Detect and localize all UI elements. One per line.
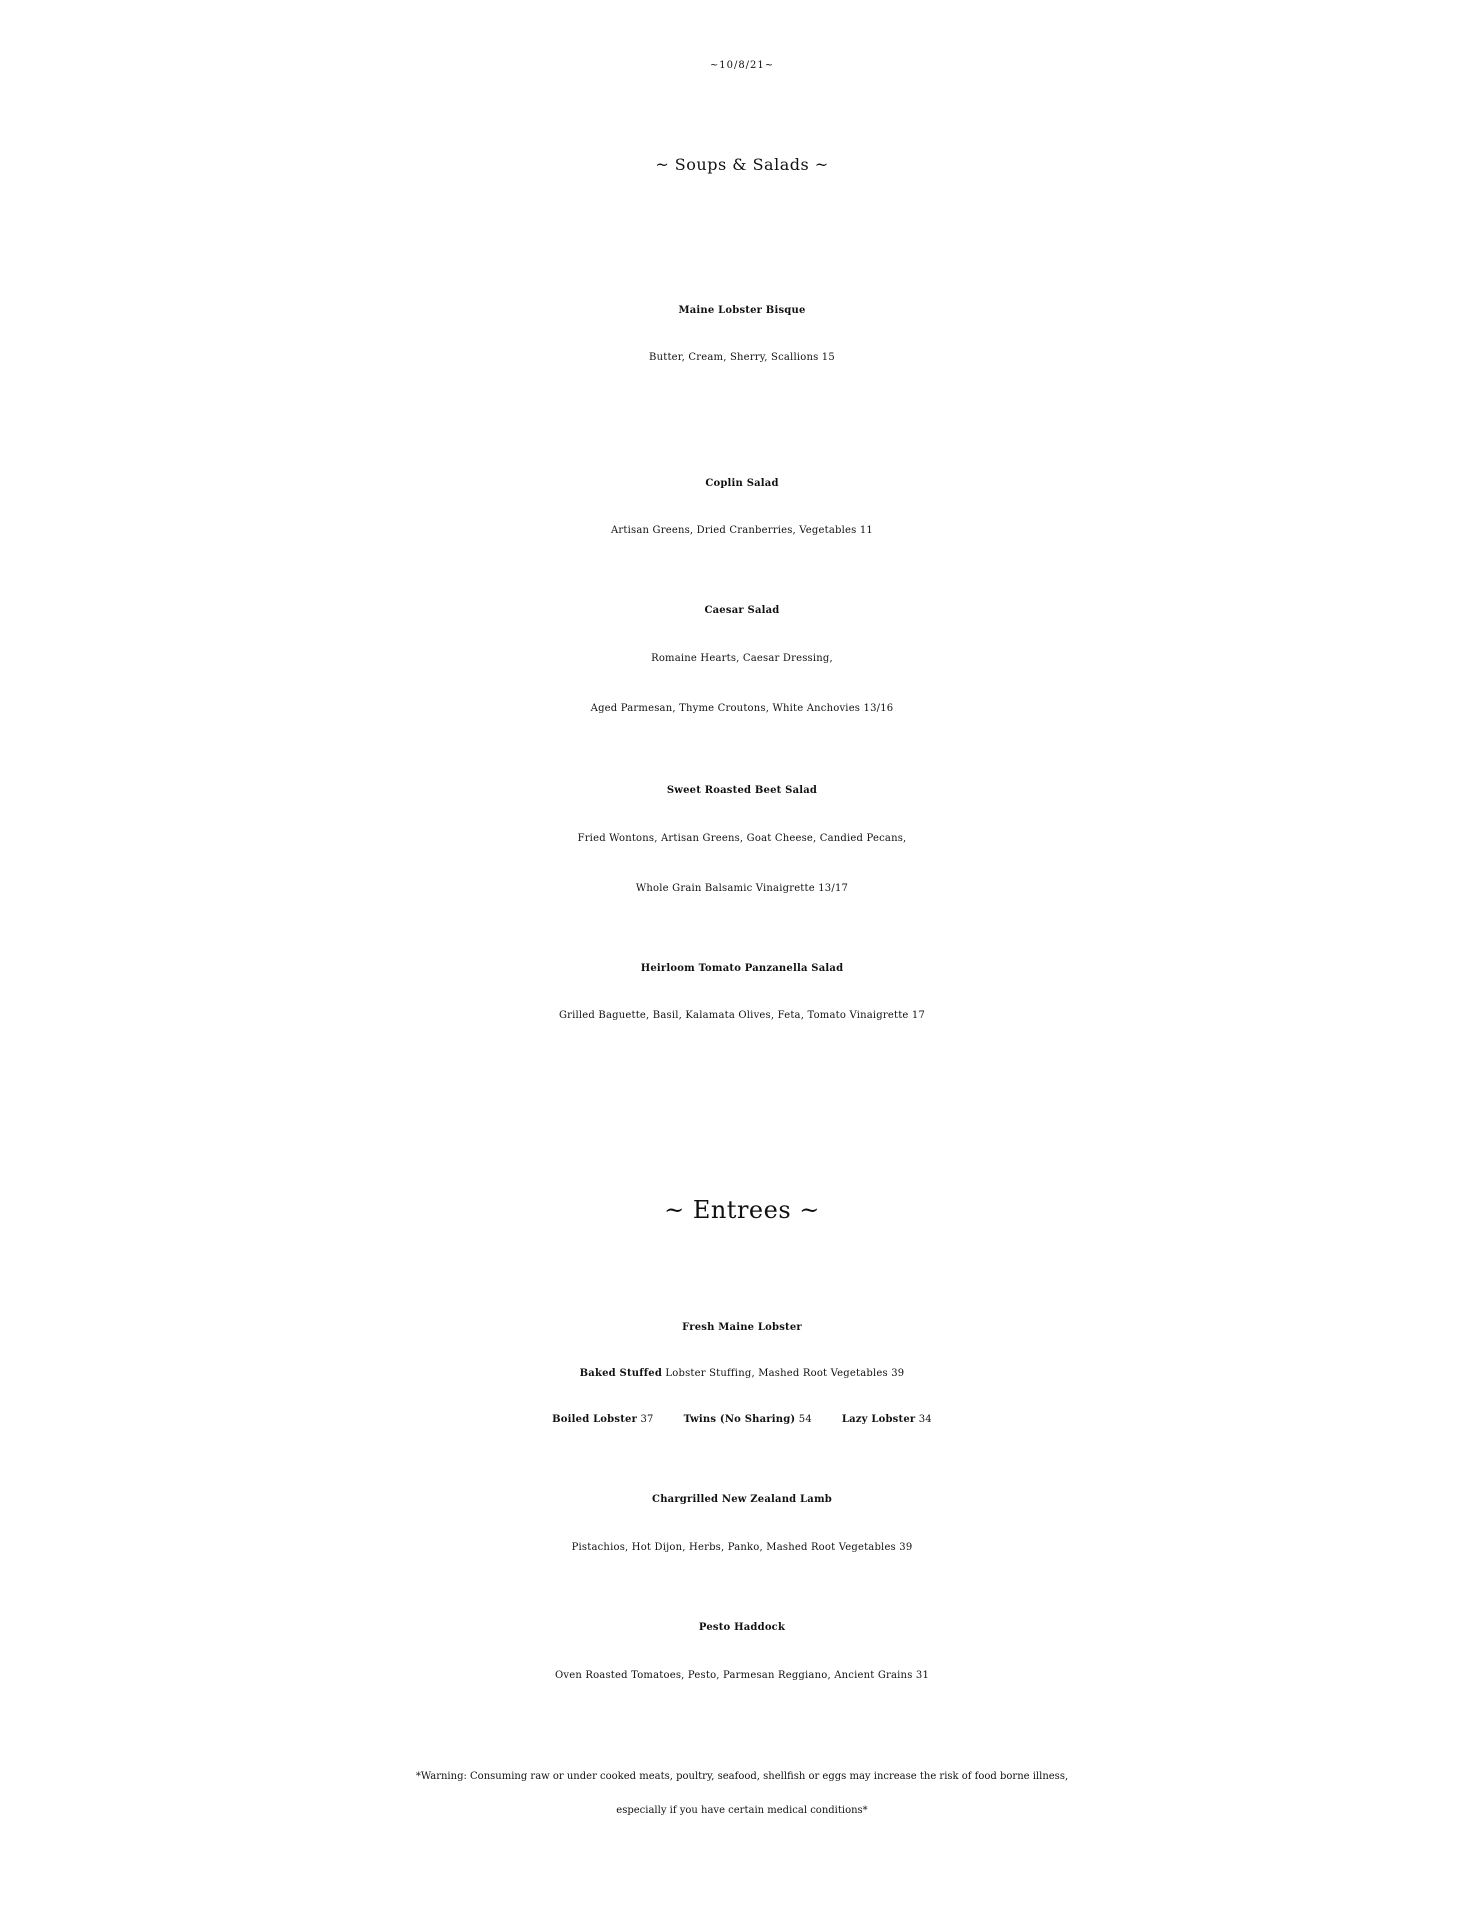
item-desc-lobster-bisque: Butter, Cream, Sherry, Scallions 15 — [649, 352, 835, 363]
item-name-caesar-salad: Caesar Salad — [704, 605, 780, 616]
item-name-pesto-haddock: Pesto Haddock — [698, 1622, 786, 1633]
lobster-boiled-price: 37 — [637, 1414, 654, 1425]
item-name-panzanella-salad: Heirloom Tomato Panzanella Salad — [640, 963, 844, 974]
lobster-lazy-label: Lazy Lobster — [841, 1414, 916, 1425]
item-desc-panzanella-salad: Grilled Baguette, Basil, Kalamata Olives, Feta, Tomato Vinaigrette 17 — [558, 1010, 926, 1021]
item-name-fresh-maine-lobster: Fresh Maine Lobster — [682, 1322, 802, 1333]
item-desc-pesto-haddock: Oven Roasted Tomatoes, Pesto, Parmesan Reggiano, Ancient Grains 31 — [554, 1670, 930, 1681]
item-desc-caesar-salad-line2: Aged Parmesan, Thyme Croutons, White Anchovies 13/16 — [590, 703, 894, 714]
lobster-twins-price: 54 — [795, 1414, 812, 1425]
section-title-soups-salads: ~ Soups & Salads ~ — [655, 155, 829, 174]
section-title-entrees: ~ Entrees ~ — [664, 1196, 820, 1224]
item-desc-beet-salad-line2: Whole Grain Balsamic Vinaigrette 13/17 — [635, 883, 849, 894]
lobster-options-line — [0, 1414, 1484, 1425]
lobster-baked-stuffed-desc: Lobster Stuffing, Mashed Root Vegetables 39 — [662, 1368, 905, 1379]
item-name-beet-salad: Sweet Roasted Beet Salad — [666, 785, 818, 796]
warning-line2: especially if you have certain medical conditions* — [616, 1805, 868, 1816]
warning-line1: *Warning: Consuming raw or under cooked meats, poultry, seafood, shellfish or eggs may increase the risk of food borne illness, — [415, 1771, 1069, 1782]
menu-date: ~10/8/21~ — [709, 60, 775, 71]
item-desc-lamb: Pistachios, Hot Dijon, Herbs, Panko, Mashed Root Vegetables 39 — [571, 1542, 913, 1553]
lobster-baked-stuffed-line — [0, 1368, 1484, 1379]
item-desc-caesar-salad-line1: Romaine Hearts, Caesar Dressing, — [651, 653, 833, 664]
lobster-twins-label: Twins (No Sharing) — [683, 1414, 796, 1425]
item-name-lamb: Chargrilled New Zealand Lamb — [652, 1494, 832, 1505]
item-desc-coplin-salad: Artisan Greens, Dried Cranberries, Vegetables 11 — [611, 525, 873, 536]
item-desc-beet-salad-line1: Fried Wontons, Artisan Greens, Goat Cheese, Candied Pecans, — [577, 833, 907, 844]
item-name-lobster-bisque: Maine Lobster Bisque — [678, 305, 806, 316]
lobster-baked-stuffed-label: Baked Stuffed — [579, 1368, 663, 1379]
item-name-coplin-salad: Coplin Salad — [705, 478, 779, 489]
lobster-boiled-label: Boiled Lobster — [552, 1414, 638, 1425]
lobster-lazy-price: 34 — [915, 1414, 932, 1425]
